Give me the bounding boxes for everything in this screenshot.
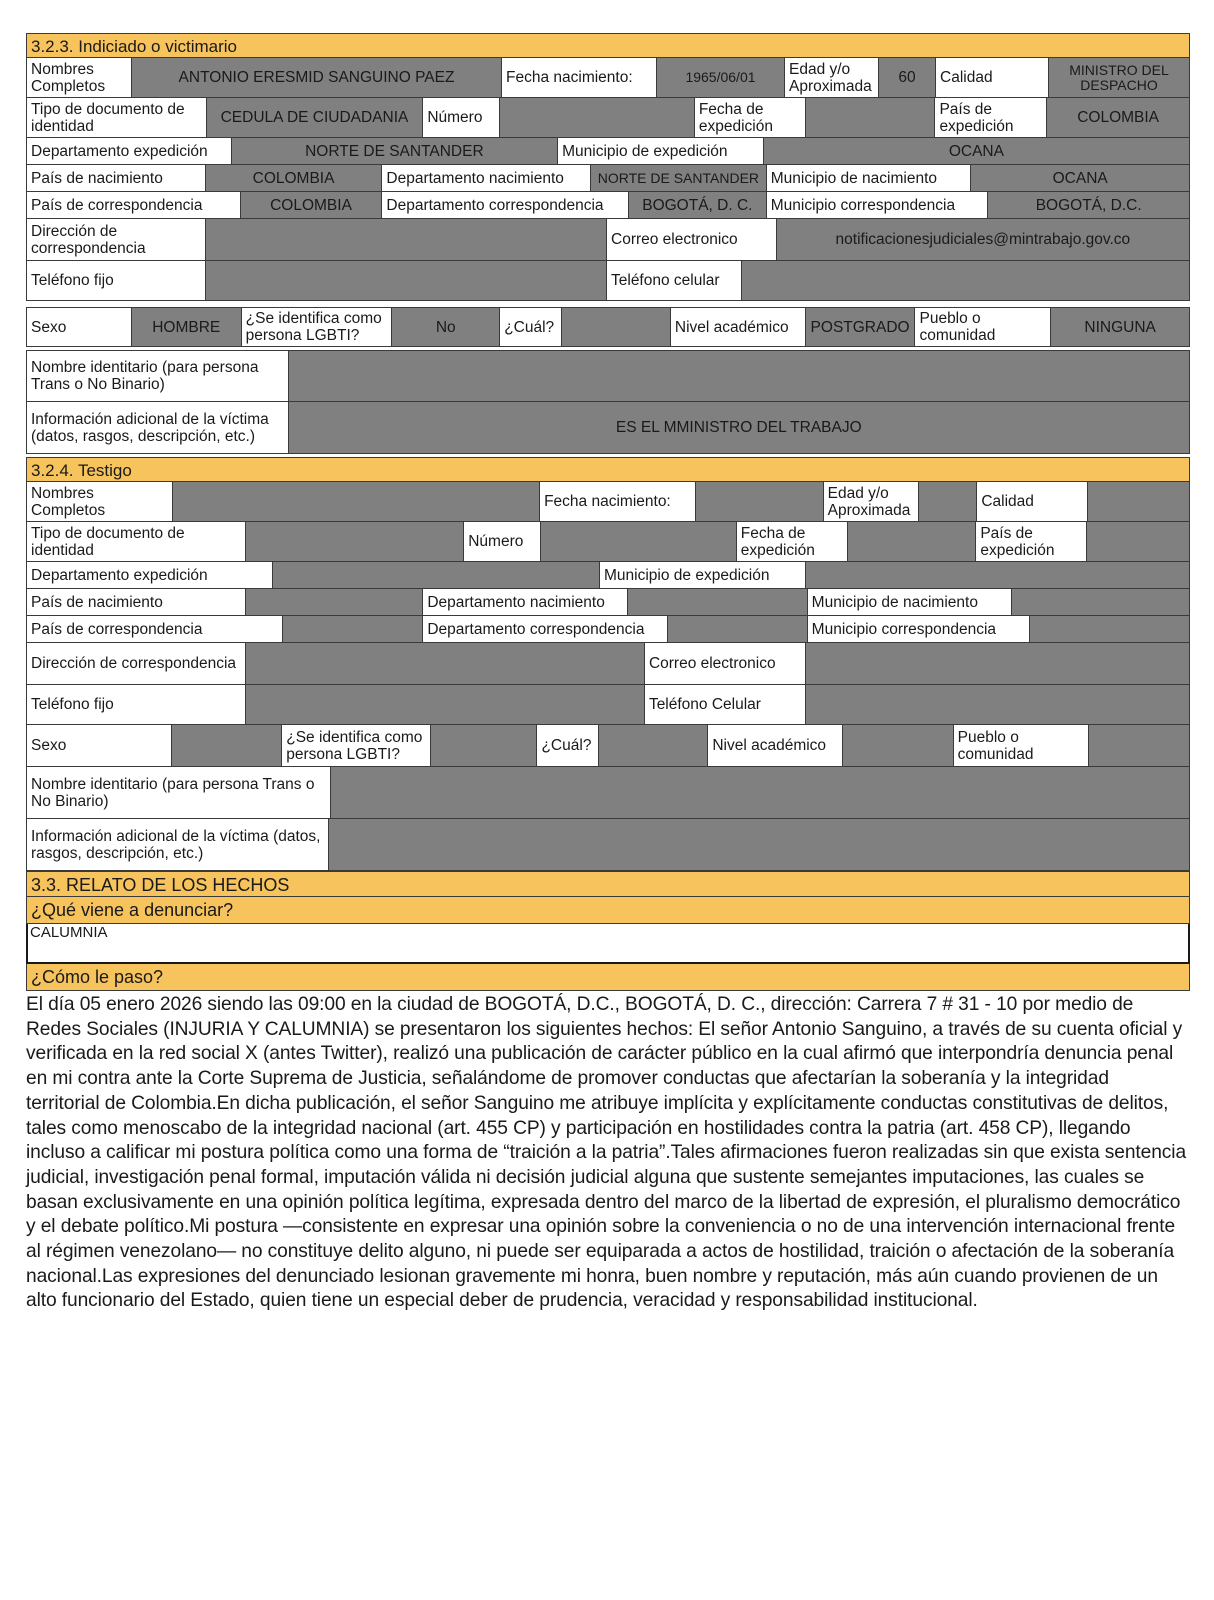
testigo-fecha-expedicion-field[interactable] <box>848 522 977 561</box>
municipio-expedicion-label: Municipio de expedición <box>558 138 764 164</box>
victimario-row-nombre-trans <box>26 350 1190 402</box>
municipio-nacimiento-label: Municipio de nacimiento <box>767 165 972 191</box>
victimario-row-correspondencia <box>26 192 1190 219</box>
testigo-informacion-adicional-field[interactable] <box>329 819 1189 870</box>
que-viene-field[interactable]: CALUMNIA <box>26 924 1190 964</box>
testigo-pais-correspondencia-label: País de correspondencia <box>27 616 283 642</box>
departamento-nacimiento-field[interactable]: NORTE DE SANTANDER <box>591 165 767 191</box>
testigo-pais-nacimiento-field[interactable] <box>246 589 424 615</box>
telefono-fijo-field[interactable] <box>206 261 607 300</box>
testigo-calidad-field[interactable] <box>1088 482 1189 521</box>
informacion-adicional-field[interactable]: ES EL MMINISTRO DEL TRABAJO <box>289 402 1189 453</box>
testigo-nombre-identitario-label: Nombre identitario (para persona Trans o No Binario) <box>27 767 331 818</box>
testigo-nombres-field[interactable] <box>173 482 540 521</box>
edad-field[interactable]: 60 <box>879 58 936 97</box>
telefono-fijo-label: Teléfono fijo <box>27 261 206 300</box>
testigo-departamento-nacimiento-label: Departamento nacimiento <box>423 589 628 615</box>
testigo-municipio-expedicion-field[interactable] <box>806 562 1189 588</box>
testigo-row-nacimiento <box>26 589 1190 616</box>
municipio-expedicion-field[interactable]: OCANA <box>764 138 1189 164</box>
testigo-cual-field[interactable] <box>599 725 708 766</box>
informacion-adicional-label: Información adicional de la víctima (datos, rasgos, descripción, etc.) <box>27 402 289 453</box>
testigo-pais-expedicion-label: País de expedición <box>976 522 1087 561</box>
testigo-direccion-field[interactable] <box>246 643 645 684</box>
testigo-row-documento <box>26 522 1190 562</box>
pueblo-label: Pueblo o comunidad <box>915 308 1051 346</box>
fecha-nacimiento-field[interactable]: 1965/06/01 <box>657 58 785 97</box>
victimario-row-direccion <box>26 219 1190 261</box>
cual-label: ¿Cuál? <box>500 308 562 346</box>
victimario-row-info <box>26 402 1190 454</box>
pais-expedicion-field[interactable]: COLOMBIA <box>1047 98 1189 137</box>
testigo-row-info <box>26 819 1190 871</box>
testigo-departamento-expedicion-field[interactable] <box>273 562 600 588</box>
correo-field[interactable]: notificacionesjudiciales@mintrabajo.gov.co <box>777 219 1189 260</box>
que-viene-label: ¿Qué viene a denunciar? <box>26 897 1190 924</box>
nombre-identitario-label: Nombre identitario (para persona Trans o No Binario) <box>27 351 289 401</box>
numero-field[interactable] <box>500 98 695 137</box>
edad-label: Edad y/o Aproximada <box>785 58 879 97</box>
testigo-nivel-academico-field[interactable] <box>843 725 953 766</box>
testigo-pais-correspondencia-field[interactable] <box>283 616 424 642</box>
testigo-tipo-documento-label: Tipo de documento de identidad <box>27 522 246 561</box>
pais-correspondencia-label: País de correspondencia <box>27 192 241 218</box>
departamento-expedicion-label: Departamento expedición <box>27 138 232 164</box>
testigo-fecha-nacimiento-label: Fecha nacimiento: <box>540 482 696 521</box>
calidad-label: Calidad <box>936 58 1049 97</box>
departamento-expedicion-field[interactable]: NORTE DE SANTANDER <box>232 138 558 164</box>
testigo-calidad-label: Calidad <box>977 482 1088 521</box>
testigo-lgbti-label: ¿Se identifica como persona LGBTI? <box>282 725 431 766</box>
testigo-lgbti-field[interactable] <box>431 725 537 766</box>
correo-label: Correo electronico <box>607 219 777 260</box>
testigo-pueblo-label: Pueblo o comunidad <box>954 725 1089 766</box>
nombres-field[interactable]: ANTONIO ERESMID SANGUINO PAEZ <box>132 58 502 97</box>
departamento-correspondencia-field[interactable]: BOGOTÁ, D. C. <box>629 192 767 218</box>
nombre-identitario-field[interactable] <box>289 351 1189 401</box>
testigo-fecha-nacimiento-field[interactable] <box>696 482 824 521</box>
testigo-telefono-fijo-label: Teléfono fijo <box>27 685 246 724</box>
nivel-academico-label: Nivel académico <box>671 308 806 346</box>
testigo-numero-field[interactable] <box>541 522 737 561</box>
nombres-label: Nombres Completos <box>27 58 132 97</box>
testigo-pueblo-field[interactable] <box>1089 725 1189 766</box>
testigo-tipo-documento-field[interactable] <box>246 522 465 561</box>
relato-narrativa: El día 05 enero 2026 siendo las 09:00 en la ciudad de BOGOTÁ, D.C., BOGOTÁ, D. C., dirección: Carrera 7 # 31 - 10 por medio de Redes Sociales (INJURIA Y CALUMNIA) se presentaron los siguientes hechos: El señor Antonio Sanguino, a través de su cuenta oficial y verificada en la red social X (antes Twitter), realizó una publicación de carácter público en la cual afirmó que interpondría denuncia penal en mi contra ante la Corte Suprema de Justicia, señalándome de promover conductas que afectarían la soberanía y la integridad territorial de Colombia.En dicha publicación, el señor Sanguino me atribuye implícita y explícitamente conductas constitutivas de delitos, tales como menoscabo de la integridad nacional (art. 455 CP) y participación en hostilidades contra la patria (art. 458 CP), llegando incluso a calificar mi postura política como una forma de “traición a la patria”.Tales afirmaciones fueron realizadas sin que exista sentencia judicial, investigación penal formal, imputación válida ni decisión judicial alguna que sustente semejantes imputaciones, las cuales se basan exclusivamente en una opinión política legítima, expresada dentro del marco de la libertad de expresión, el pluralismo democrático y el debate político.Mi postura —consistente en expresar una opinión sobre la conveniencia o no de una intervención internacional frente al régimen venezolano— no constituye delito alguno, ni puede ser equiparada a actos de hostilidad, traición o afectación de la soberanía nacional.Las expresiones del denunciado lesionan gravemente mi honra, buen nombre y reputación, más aún cuando provienen de un alto funcionario del Estado, quien tiene un especial deber de prudencia, veracidad y responsabilidad institucional. <box>26 994 1187 1312</box>
testigo-row-nombres <box>26 482 1190 522</box>
victimario-row-expedicion <box>26 138 1190 165</box>
testigo-sexo-label: Sexo <box>27 725 172 766</box>
testigo-pais-expedicion-field[interactable] <box>1087 522 1189 561</box>
testigo-municipio-correspondencia-field[interactable] <box>1030 616 1189 642</box>
testigo-pais-nacimiento-label: País de nacimiento <box>27 589 246 615</box>
testigo-fecha-expedicion-label: Fecha de expedición <box>737 522 848 561</box>
municipio-nacimiento-field[interactable]: OCANA <box>971 165 1189 191</box>
testigo-telefono-celular-label: Teléfono Celular <box>645 685 806 724</box>
testigo-municipio-nacimiento-label: Municipio de nacimiento <box>808 589 1013 615</box>
denuncia-form <box>26 33 1190 1314</box>
testigo-row-correspondencia <box>26 616 1190 643</box>
testigo-municipio-expedicion-label: Municipio de expedición <box>600 562 806 588</box>
testigo-departamento-nacimiento-field[interactable] <box>628 589 808 615</box>
direccion-field[interactable] <box>206 219 607 260</box>
telefono-celular-label: Teléfono celular <box>607 261 742 300</box>
municipio-correspondencia-label: Municipio correspondencia <box>767 192 989 218</box>
testigo-municipio-correspondencia-label: Municipio correspondencia <box>808 616 1031 642</box>
calidad-field[interactable]: MINISTRO DEL DESPACHO <box>1049 58 1189 97</box>
testigo-row-sexo <box>26 725 1190 767</box>
pais-correspondencia-field[interactable]: COLOMBIA <box>241 192 383 218</box>
cual-field[interactable] <box>562 308 671 346</box>
testigo-telefono-celular-field[interactable] <box>806 685 1189 724</box>
victimario-row-nombres <box>26 58 1190 98</box>
municipio-correspondencia-field[interactable]: BOGOTÁ, D.C. <box>988 192 1189 218</box>
testigo-row-direccion <box>26 643 1190 685</box>
pueblo-field[interactable]: NINGUNA <box>1051 308 1189 346</box>
section-header-relato: 3.3. RELATO DE LOS HECHOS <box>26 871 1190 897</box>
departamento-correspondencia-label: Departamento correspondencia <box>382 192 629 218</box>
testigo-sexo-field[interactable] <box>172 725 282 766</box>
direccion-label: Dirección de correspondencia <box>27 219 206 260</box>
fecha-nacimiento-label: Fecha nacimiento: <box>502 58 657 97</box>
section-header-victimario: 3.2.3. Indiciado o victimario <box>26 33 1190 58</box>
pais-expedicion-label: País de expedición <box>935 98 1047 137</box>
testigo-departamento-expedicion-label: Departamento expedición <box>27 562 273 588</box>
victimario-row-nacimiento <box>26 165 1190 192</box>
testigo-telefono-fijo-field[interactable] <box>246 685 645 724</box>
testigo-nombres-label: Nombres Completos <box>27 482 173 521</box>
testigo-municipio-nacimiento-field[interactable] <box>1012 589 1189 615</box>
fecha-expedicion-field[interactable] <box>806 98 936 137</box>
testigo-informacion-adicional-label: Información adicional de la víctima (datos, rasgos, descripción, etc.) <box>27 819 329 870</box>
testigo-row-telefono <box>26 685 1190 725</box>
victimario-row-documento <box>26 98 1190 138</box>
testigo-departamento-correspondencia-field[interactable] <box>668 616 808 642</box>
telefono-celular-field[interactable] <box>742 261 1189 300</box>
testigo-row-expedicion <box>26 562 1190 589</box>
pais-nacimiento-label: País de nacimiento <box>27 165 206 191</box>
testigo-nivel-academico-label: Nivel académico <box>708 725 843 766</box>
nivel-academico-field[interactable]: POSTGRADO <box>806 308 916 346</box>
tipo-documento-field[interactable]: CEDULA DE CIUDADANIA <box>207 98 424 137</box>
sexo-field[interactable]: HOMBRE <box>132 308 242 346</box>
testigo-edad-field[interactable] <box>919 482 977 521</box>
testigo-edad-label: Edad y/o Aproximada <box>824 482 920 521</box>
testigo-row-nombre-trans <box>26 767 1190 819</box>
lgbti-label: ¿Se identifica como persona LGBTI? <box>242 308 393 346</box>
departamento-nacimiento-label: Departamento nacimiento <box>382 165 591 191</box>
tipo-documento-label: Tipo de documento de identidad <box>27 98 207 137</box>
testigo-numero-label: Número <box>464 522 541 561</box>
testigo-cual-label: ¿Cuál? <box>537 725 599 766</box>
victimario-row-sexo <box>26 307 1190 347</box>
lgbti-field[interactable]: No <box>392 308 500 346</box>
como-le-paso-label: ¿Cómo le paso? <box>26 964 1190 991</box>
pais-nacimiento-field[interactable]: COLOMBIA <box>206 165 383 191</box>
testigo-correo-label: Correo electronico <box>645 643 806 684</box>
sexo-label: Sexo <box>27 308 132 346</box>
fecha-expedicion-label: Fecha de expedición <box>695 98 806 137</box>
testigo-direccion-label: Dirección de correspondencia <box>27 643 246 684</box>
numero-label: Número <box>423 98 500 137</box>
testigo-departamento-correspondencia-label: Departamento correspondencia <box>423 616 668 642</box>
testigo-correo-field[interactable] <box>806 643 1189 684</box>
victimario-row-telefono <box>26 261 1190 301</box>
section-header-testigo: 3.2.4. Testigo <box>26 457 1190 482</box>
testigo-nombre-identitario-field[interactable] <box>331 767 1189 818</box>
